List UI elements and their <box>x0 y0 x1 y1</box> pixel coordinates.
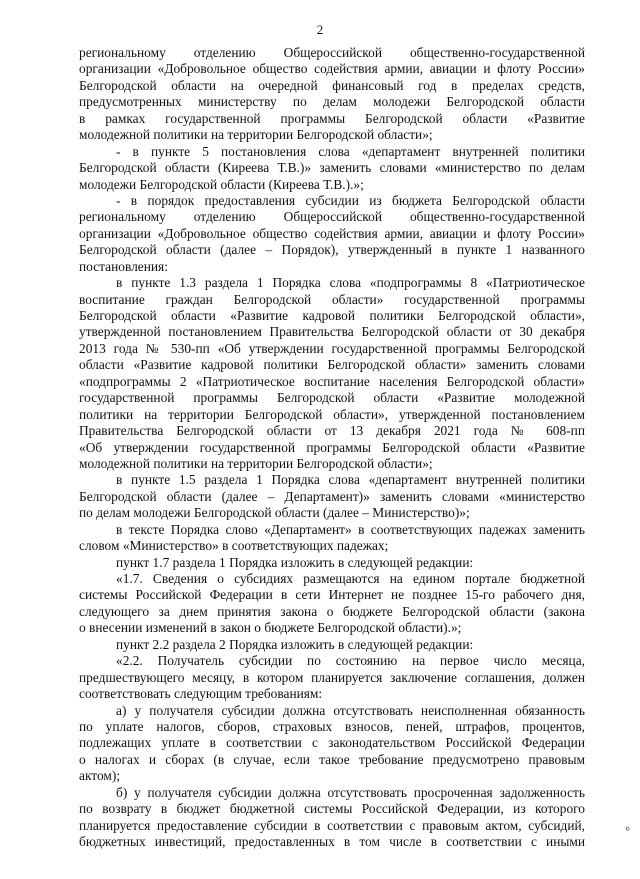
text-line: молодежи Белгородской области (Киреева Т.В.).»; <box>79 176 364 192</box>
text-line: а) у получателя субсидии должна отсутствовать неисполненная обязанность <box>116 702 585 718</box>
text-line: Белгородской области «Развитие кадровой политики Белгородской области», <box>79 308 585 323</box>
text-line: планируется предоставление субсидии в соответствии с правовым актом, субсидий, <box>79 817 585 833</box>
text-line: в пункте 1.3 раздела 1 Порядка слова «подпрограммы 8 «Патриотическое <box>116 275 585 291</box>
text-line: предшествующего месяцу, в котором планируется заключение соглашения, должен <box>79 669 585 685</box>
text-line: актом); <box>79 768 121 784</box>
document-body <box>79 45 585 850</box>
text-line: Правительства Белгородской области от 13 декабря 2021 года № 608-пп <box>79 423 585 439</box>
text-line: - в порядок предоставления субсидии из бюджета Белгородской области <box>116 192 585 208</box>
text-line: о внесении изменений в закон о бюджете Белгородской области).»; <box>79 620 462 636</box>
text-line: системы Российской Федерации в сети Интернет не позднее 15-го рабочего дня, <box>79 587 585 603</box>
text-line: молодежной политики на территории Белгородской области»; <box>79 455 433 471</box>
text-line: воспитание граждан Белгородской области» государственной программы <box>79 291 585 307</box>
text-line: политики на территории Белгородской области», утвержденной постановлением <box>79 406 585 422</box>
text-line: 2013 года № 530-пп «Об утверждении государственной программы Белгородской <box>79 340 585 356</box>
page-number: 2 <box>316 22 324 37</box>
text-line: «подпрограммы 2 «Патриотическое воспитание населения Белгородской области» <box>79 373 585 389</box>
text-line: пункт 2.2 раздела 2 Порядка изложить в следующей редакции: <box>116 636 474 652</box>
text-line: в пункте 1.5 раздела 1 Порядка слова «департамент внутренней политики <box>116 472 585 488</box>
text-line: молодежной политики на территории Белгородской области»; <box>79 127 433 143</box>
text-line: Белгородской области (далее – Порядок), утвержденный в пункте 1 названного <box>79 242 585 258</box>
text-line: предусмотренных министерству по делам молодежи Белгородской области <box>79 94 585 110</box>
text-line: по делам молодежи Белгородской области (далее – Министерство)»; <box>79 505 470 521</box>
text-line: области «Развитие кадровой политики Белгородской области» заменить словами <box>79 357 585 373</box>
text-line: «2.2. Получатель субсидии по состоянию на первое число месяца, <box>116 653 585 669</box>
text-line: подлежащих уплате в соответствии с законодательством Российской Федерации <box>79 735 585 751</box>
text-line: по уплате налогов, сборов, страховых взносов, пеней, штрафов, процентов, <box>79 718 585 734</box>
text-line: о налогах и сборах (в случае, если такое требование предусмотрено правовым <box>79 751 585 767</box>
text-line: по возврату в бюджет бюджетной системы Российской Федерации, из которого <box>79 801 585 817</box>
text-line: региональному отделению Общероссийской общественно-государственной <box>79 45 585 60</box>
text-line: «1.7. Сведения о субсидиях размещаются на едином портале бюджетной <box>116 571 585 586</box>
text-line: - в пункте 5 постановления слова «департамент внутренней политики <box>116 143 585 159</box>
text-line: утвержденной постановлением Правительства Белгородской области от 30 декабря <box>79 324 585 340</box>
text-line: б) у получателя субсидии должна отсутствовать просроченная задолженность <box>116 784 585 800</box>
text-line: организации «Добровольное общество содействия армии, авиации и флоту России» <box>79 225 585 241</box>
text-line: бюджетных инвестиций, предоставленных в том числе в соответствии с иными <box>79 834 585 849</box>
text-line: государственной программы Белгородской области «Развитие молодежной <box>79 390 585 406</box>
scan-mark: ° <box>625 824 630 838</box>
text-line: словом «Министерство» в соответствующих падежах; <box>79 538 389 554</box>
text-line: следующего за днем принятия закона о бюджете Белгородской области (закона <box>79 603 585 619</box>
text-line: Белгородской области (Киреева Т.В.)» заменить словами «министерство по делам <box>79 160 585 176</box>
text-line: соответствовать следующим требованиям: <box>79 686 323 702</box>
text-line: в рамках государственной программы Белгородской области «Развитие <box>79 110 585 126</box>
text-line: региональному отделению Общероссийской общественно-государственной <box>79 209 585 225</box>
text-line: организации «Добровольное общество содействия армии, авиации и флоту России» <box>79 61 585 77</box>
text-line: в тексте Порядка слово «Департамент» в соответствующих падежах заменить <box>116 521 585 537</box>
text-line: постановления: <box>79 258 168 274</box>
text-line: пункт 1.7 раздела 1 Порядка изложить в следующей редакции: <box>116 554 474 570</box>
text-line: Белгородской области на очередной финансовый год в пределах средств, <box>79 77 585 93</box>
text-line: Белгородской области (далее – Департамент)» заменить словами «министерство <box>79 488 585 504</box>
text-line: «Об утверждении государственной программы Белгородской области «Развитие <box>79 439 585 455</box>
